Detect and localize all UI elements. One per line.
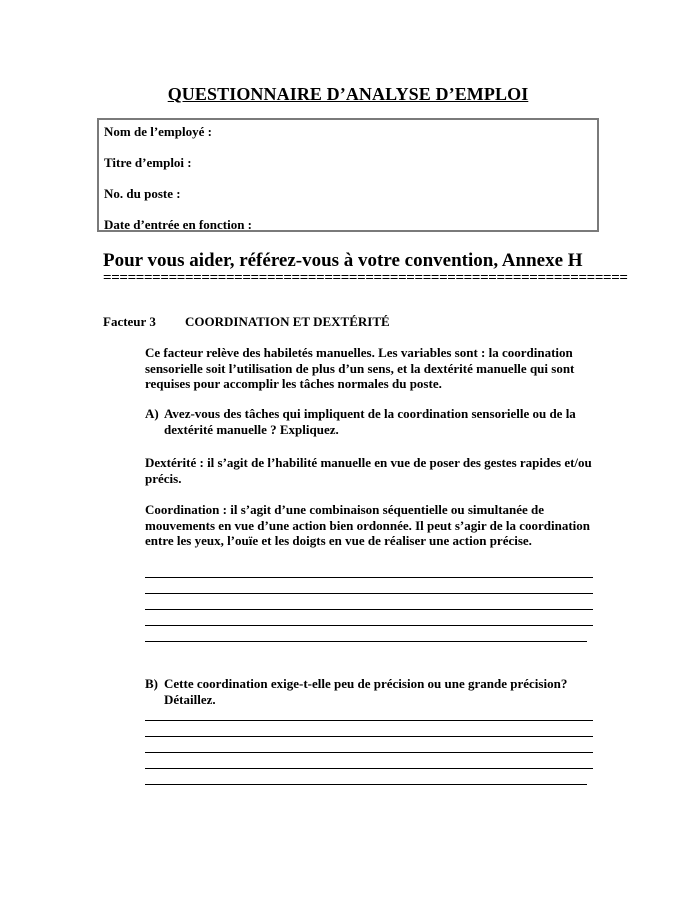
employee-name-field[interactable]: Nom de l’employé : bbox=[104, 124, 212, 139]
start-date-field[interactable]: Date d’entrée en fonction : bbox=[104, 217, 253, 232]
answer-line[interactable] bbox=[145, 593, 593, 594]
help-heading: Pour vous aider, référez-vous à votre convention, Annexe H bbox=[103, 250, 583, 271]
question-b-text: Cette coordination exige-t-elle peu de précision ou une grande précision? Détaillez. bbox=[164, 676, 568, 707]
dexterity-definition: Dextérité : il s’agit de l’habilité manuelle en vue de poser des gestes rapides et/ou précis. bbox=[145, 455, 592, 486]
answer-line[interactable] bbox=[145, 641, 587, 642]
factor-heading bbox=[103, 314, 390, 330]
answer-line[interactable] bbox=[145, 736, 593, 737]
question-a bbox=[145, 406, 605, 438]
question-a-text: Avez-vous des tâches qui impliquent de la coordination sensorielle ou de la dextérité manuelle ? Expliquez. bbox=[164, 406, 576, 437]
factor-number: Facteur 3 bbox=[103, 314, 156, 329]
answer-line[interactable] bbox=[145, 609, 593, 610]
question-a-letter: A) bbox=[145, 406, 159, 421]
answer-line[interactable] bbox=[145, 577, 593, 578]
answer-line[interactable] bbox=[145, 752, 593, 753]
job-title-field[interactable]: Titre d’emploi : bbox=[104, 155, 192, 170]
document-title: QUESTIONNAIRE D’ANALYSE D’EMPLOI bbox=[167, 84, 529, 104]
coordination-definition: Coordination : il s’agit d’une combinaison séquentielle ou simultanée de mouvements en vue d’une action bien ordonnée. Il peut s’agir de la coordination entre les yeux, l’ouïe et les doigts en vue de réaliser une action précise. bbox=[145, 502, 591, 548]
separator-rule: ================================================================ bbox=[103, 270, 628, 286]
factor-name: COORDINATION ET DEXTÉRITÉ bbox=[185, 314, 390, 329]
answer-line[interactable] bbox=[145, 625, 593, 626]
answer-line[interactable] bbox=[145, 784, 587, 785]
factor-intro: Ce facteur relève des habiletés manuelles. Les variables sont : la coordination sensorielle soit l’utilisation de plus d’un sens, et la dextérité manuelle qui sont requises pour accomplir les tâches normales du poste. bbox=[145, 345, 575, 391]
employee-info-box bbox=[97, 118, 599, 232]
question-b bbox=[145, 676, 605, 708]
question-b-letter: B) bbox=[145, 676, 158, 691]
answer-line[interactable] bbox=[145, 768, 593, 769]
post-number-field[interactable]: No. du poste : bbox=[104, 186, 181, 201]
answer-line[interactable] bbox=[145, 720, 593, 721]
